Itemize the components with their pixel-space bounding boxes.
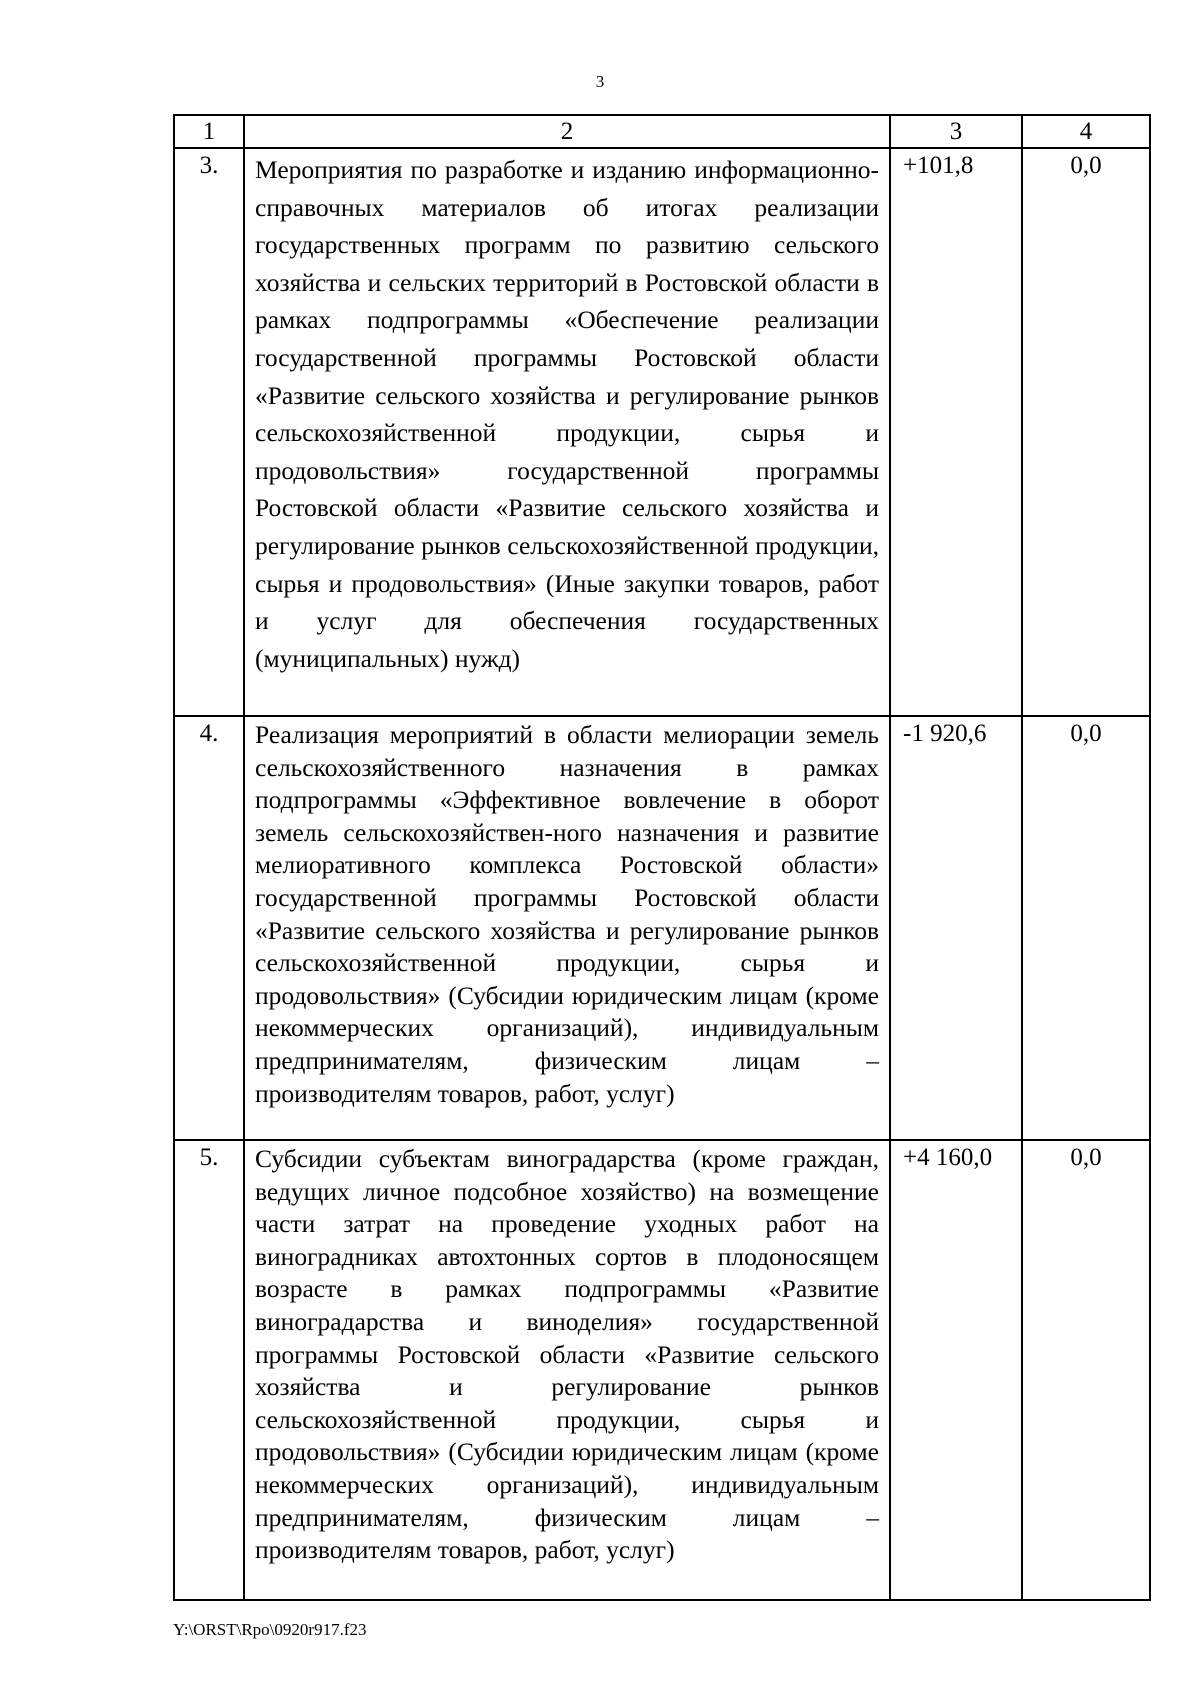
- row-description: Субсидии субъектам виноградарства (кроме граждан, ведущих личное подсобное хозяйство) на возмещение части затрат на проведение уходных работ на виноградниках автохтонных сортов в плодоносящем возрасте в рамках подпрограммы «Развитие виноградарства и виноделия» государственной программы Ростовской области «Развитие сельского хозяйства и регулирование рынков сельскохозяйственной продукции, сырья и продовольствия» (Субсидии юридическим лицам (кроме некоммерческих организаций), индивидуальным предпринимателям, физическим лицам – производителям товаров, работ, услуг): [244, 1140, 890, 1600]
- row-number: 3.: [174, 148, 244, 716]
- header-col-4: 4: [1022, 115, 1150, 148]
- header-col-3: 3: [890, 115, 1022, 148]
- row-description: Мероприятия по разработке и изданию информационно-справочных материалов об итогах реализации государственных программ по развитию сельского хозяйства и сельских территорий в Ростовской области в рамках подпрограммы «Обеспечение реализации государственной программы Ростовской области «Развитие сельского хозяйства и регулирование рынков сельскохозяйственной продукции, сырья и продовольствия» государственной программы Ростовской области «Развитие сельского хозяйства и регулирование рынков сельскохозяйственной продукции, сырья и продовольствия» (Иные закупки товаров, работ и услуг для обеспечения государственных (муниципальных) нужд): [244, 148, 890, 716]
- row-second-value: 0,0: [1022, 716, 1150, 1140]
- table-row: [174, 1140, 1150, 1600]
- row-change-value: +101,8: [890, 148, 1022, 716]
- row-description: Реализация мероприятий в области мелиорации земель сельскохозяйственного назначения в рамках подпрограммы «Эффективное вовлечение в оборот земель сельскохозяйствен-ного назначения и развитие мелиоративного комплекса Ростовской области» государственной программы Ростовской области «Развитие сельского хозяйства и регулирование рынков сельскохозяйственной продукции, сырья и продовольствия» (Субсидии юридическим лицам (кроме некоммерческих организаций), индивидуальным предпринимателям, физическим лицам – производителям товаров, работ, услуг): [244, 716, 890, 1140]
- header-col-1: 1: [174, 115, 244, 148]
- budget-table: [173, 114, 1151, 1601]
- row-change-value: -1 920,6: [890, 716, 1022, 1140]
- row-change-value: +4 160,0: [890, 1140, 1022, 1600]
- row-number: 4.: [174, 716, 244, 1140]
- row-second-value: 0,0: [1022, 148, 1150, 716]
- table-header-row: [174, 115, 1150, 148]
- table-row: [174, 716, 1150, 1140]
- row-number: 5.: [174, 1140, 244, 1600]
- table-row: [174, 148, 1150, 716]
- page-number: 3: [595, 72, 605, 91]
- file-path-footer: Y:\ORST\Rpo\0920r917.f23: [173, 1620, 367, 1639]
- header-col-2: 2: [244, 115, 890, 148]
- row-second-value: 0,0: [1022, 1140, 1150, 1600]
